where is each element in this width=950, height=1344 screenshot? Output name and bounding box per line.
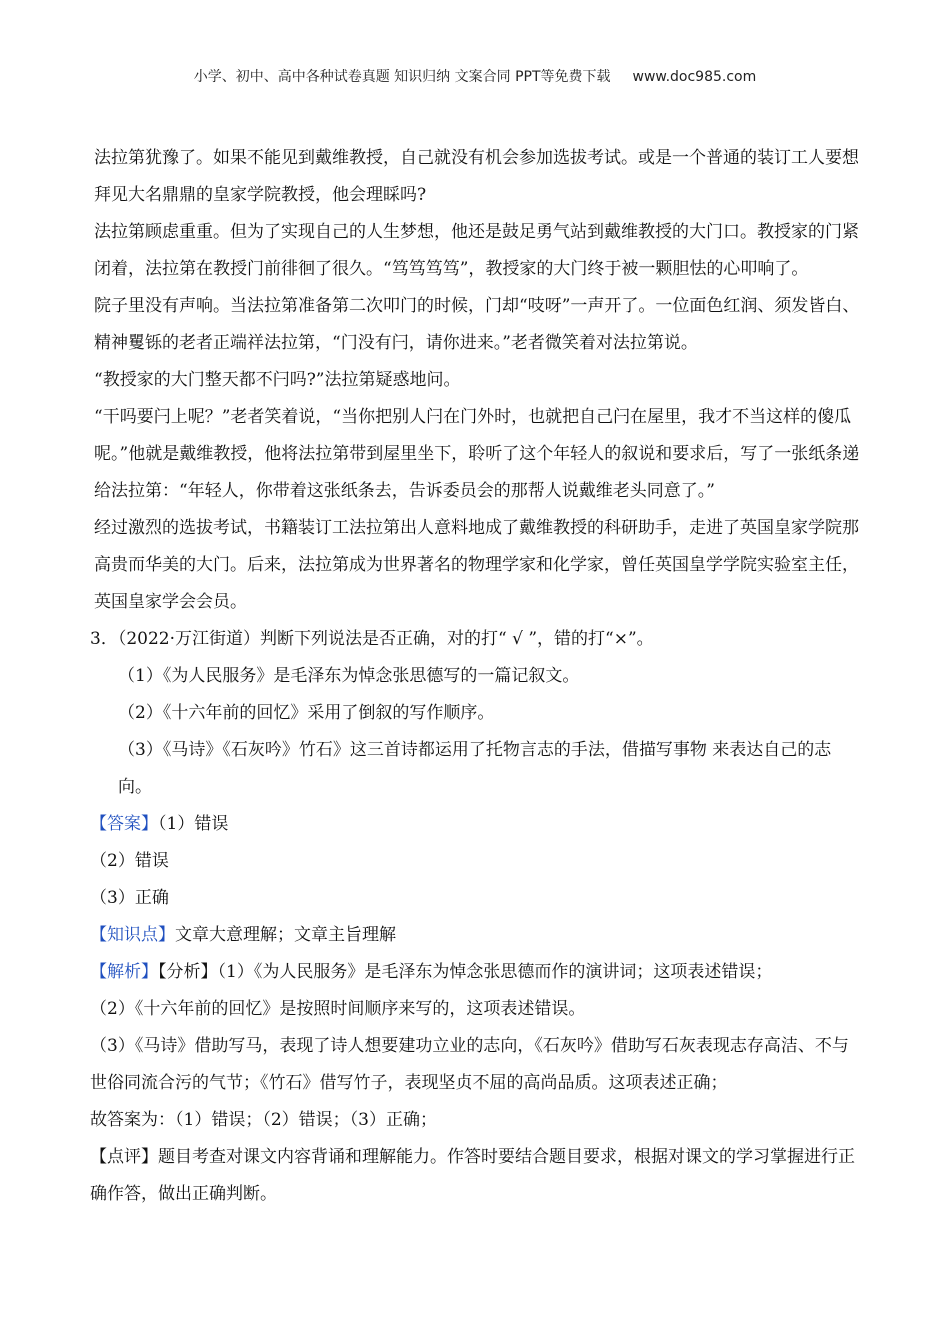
question-item: （2）《十六年前的回忆》采用了倒叙的写作顺序。: [118, 703, 495, 723]
passage-paragraph: “干吗要闩上呢？”老者笑着说，“当你把别人闩在门外时，也就把自己闩在屋里，我才不当这样的傻瓜呢。”他就是戴维教授，他将法拉第带到屋里坐下，聆听了这个年轻人的叙说和要求后，写了一张纸条递给法拉第：“年轻人，你带着这张纸条去，告诉委员会的那帮人说戴维老头同意了。”: [94, 407, 860, 501]
document-body: [90, 140, 862, 1213]
analysis-line: （3）《马诗》借助写马，表现了诗人想要建功立业的志向，《石灰吟》借助写石灰表现志存高洁、不与世俗同流合污的气节；《竹石》借写竹子，表现坚贞不屈的高尚品质。这项表述正确；: [90, 1036, 849, 1093]
passage-paragraph: 经过激烈的选拔考试，书籍装订工法拉第出人意料地成了戴维教授的科研助手，走进了英国皇家学院那高贵而华美的大门。后来，法拉第成为世界著名的物理学家和化学家，曾任英国皇学学院实验室主任，英国皇家学会会员。: [94, 518, 859, 612]
answer-text: （1）错误: [158, 814, 229, 834]
page-header: [0, 66, 950, 86]
analysis-tag: 【解析】: [90, 962, 158, 982]
header-text: 小学、初中、高中各种试卷真题 知识归纳 文案合同 PPT等免费下载: [193, 69, 611, 85]
answer-line: （3）正确: [90, 888, 169, 908]
comment-line: 【点评】题目考查对课文内容背诵和理解能力。作答时要结合题目要求，根据对课文的学习掌握进行正确作答，做出正确判断。: [90, 1147, 855, 1204]
answer-tag: 【答案】: [90, 814, 158, 834]
analysis-line: [90, 954, 862, 991]
analysis-line: （2）《十六年前的回忆》是按照时间顺序来写的，这项表述错误。: [90, 999, 586, 1019]
knowledge-tag: 【知识点】: [90, 925, 175, 945]
analysis-line: 故答案为：（1）错误；（2）错误；（3）正确；: [90, 1110, 437, 1130]
question-stem: 3．（2022·万江街道）判断下列说法是否正确，对的打“ √ ”，错的打“×”。: [90, 629, 654, 649]
passage-paragraph: 法拉第顾虑重重。但为了实现自己的人生梦想，他还是鼓足勇气站到戴维教授的大门口。教授家的门紧闭着，法拉第在教授门前徘徊了很久。“笃笃笃笃”，教授家的大门终于被一颗胆怯的心叩响了。: [94, 222, 859, 279]
answer-line: （2）错误: [90, 851, 169, 871]
knowledge-line: [90, 917, 862, 954]
answer-line: [90, 806, 862, 843]
header-site: www.doc985.com: [632, 69, 757, 85]
passage-paragraph: 院子里没有声响。当法拉第准备第二次叩门的时候，门却“吱呀”一声开了。一位面色红润、须发皆白、精神矍铄的老者正端祥法拉第，“门没有闩，请你进来。”老者微笑着对法拉第说。: [94, 296, 860, 353]
knowledge-text: 文章大意理解；文章主旨理解: [175, 925, 396, 945]
passage-paragraph: “教授家的大门整天都不闩吗?”法拉第疑惑地问。: [94, 370, 461, 390]
passage-paragraph: 法拉第犹豫了。如果不能见到戴维教授，自己就没有机会参加选拔考试。或是一个普通的装订工人要想拜见大名鼎鼎的皇家学院教授，他会理睬吗?: [94, 148, 859, 205]
question-item: （1）《为人民服务》是毛泽东为悼念张思德写的一篇记叙文。: [118, 666, 580, 686]
analysis-text: 【分析】（1）《为人民服务》是毛泽东为悼念张思德而作的演讲词；这项表述错误；: [158, 962, 773, 982]
question-item: （3）《马诗》《石灰吟》竹石》这三首诗都运用了托物言志的手法，借描写事物 来表达自己的志向。: [118, 740, 832, 797]
